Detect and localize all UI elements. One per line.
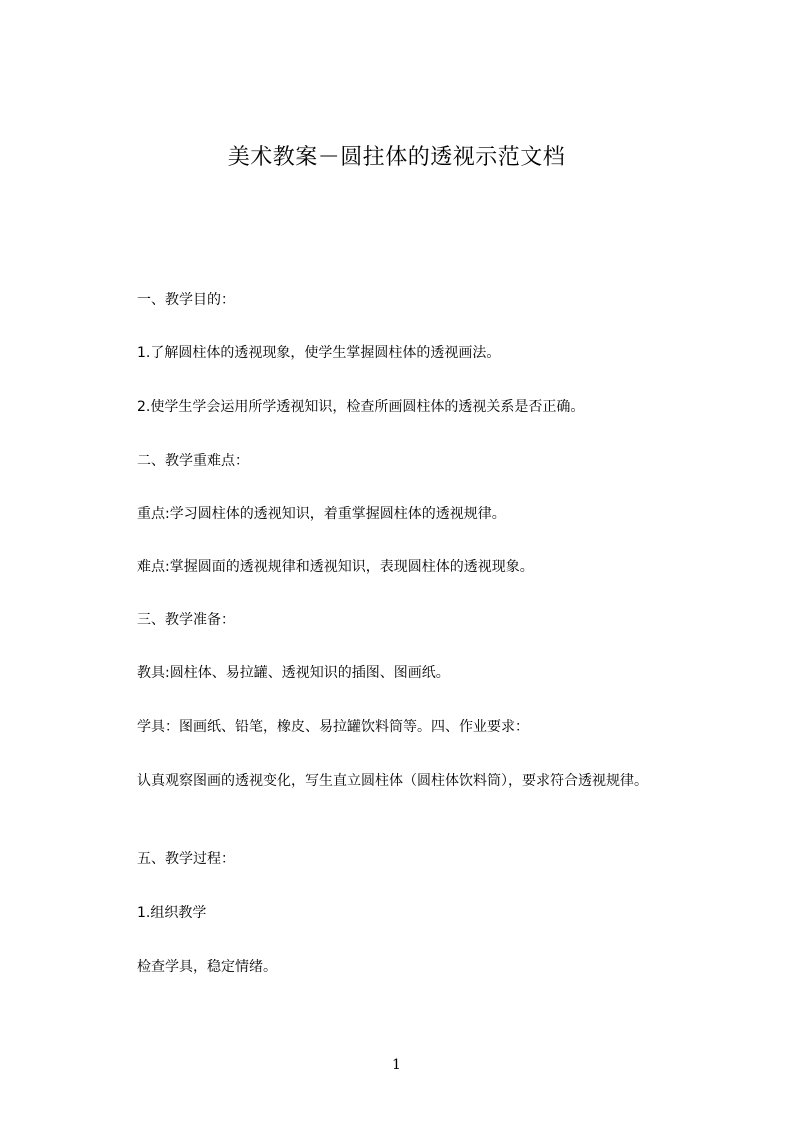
paragraph-wrapped: 认真观察图画的透视变化，写生直立圆柱体（圆柱体饮料筒），要求符合透视规律。 [137, 773, 648, 789]
section-heading-process: 五、教学过程： [137, 851, 235, 867]
paragraph: 1.了解圆柱体的透视现象，使学生掌握圆柱体的透视画法。 [137, 345, 501, 361]
section-heading-preparation: 三、教学准备： [137, 612, 235, 628]
paragraph: 教具:圆柱体、易拉罐、透视知识的插图、图画纸。 [137, 665, 450, 681]
document-title: 美术教案－圆拄体的透视示范文档 [227, 145, 566, 170]
paragraph: 检查学具，稳定情绪。 [137, 959, 277, 975]
paragraph: 重点:学习圆柱体的透视知识，着重掌握圆柱体的透视规律。 [137, 506, 506, 522]
paragraph: 1.组织教学 [137, 905, 207, 921]
page-number: 1 [392, 1057, 401, 1073]
paragraph: 学具：图画纸、铅笔，橡皮、易拉罐饮料筒等。四、作业要求： [137, 719, 529, 735]
paragraph: 2.使学生学会运用所学透视知识，检查所画圆柱体的透视关系是否正确。 [137, 399, 585, 415]
section-heading-key-points: 二、教学重难点： [137, 453, 249, 469]
paragraph: 难点:掌握圆面的透视规律和透视知识，表现圆柱体的透视现象。 [137, 559, 534, 575]
section-heading-objectives: 一、教学目的： [137, 292, 235, 308]
